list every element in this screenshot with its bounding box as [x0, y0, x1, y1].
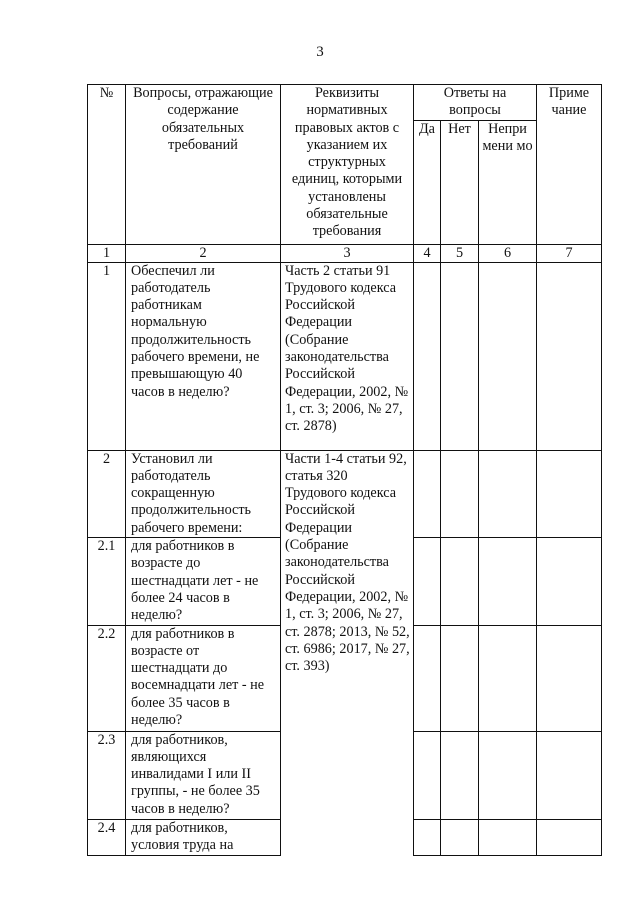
- table-row: [88, 450, 602, 537]
- answer-na-cell[interactable]: [479, 262, 537, 450]
- answer-no-cell[interactable]: [441, 450, 479, 537]
- row-number: 2: [88, 450, 126, 537]
- question-cell: для работников, условия труда на: [126, 819, 281, 855]
- column-number-row: [88, 244, 602, 262]
- question-cell: Обеспечил ли работодатель работникам нормальную продолжительность рабочего времени, не превышающую 40 часов в неделю?: [126, 262, 281, 450]
- answer-yes-cell[interactable]: [414, 262, 441, 450]
- header-requisites: Реквизиты нормативных правовых актов с указанием их структурных единиц, которыми установлены обязательные требования: [281, 85, 414, 245]
- page-number: 3: [316, 44, 324, 60]
- requisites-cell: Часть 2 статьи 91 Трудового кодекса Российской Федерации (Собрание законодательства Российской Федерации, 2002, № 1, ст. 3; 2006, № 27, ст. 2878): [281, 262, 414, 450]
- column-number: 1: [88, 244, 126, 262]
- column-number: 3: [281, 244, 414, 262]
- answer-no-cell[interactable]: [441, 538, 479, 625]
- answer-yes-cell[interactable]: [414, 450, 441, 537]
- answer-yes-cell[interactable]: [414, 625, 441, 731]
- row-number: 2.2: [88, 625, 126, 731]
- answer-no-cell[interactable]: [441, 625, 479, 731]
- answer-no-cell[interactable]: [441, 731, 479, 819]
- note-cell[interactable]: [537, 538, 602, 625]
- requirements-table: [87, 84, 602, 856]
- table-row: [88, 262, 602, 450]
- header-note: Приме чание: [537, 85, 602, 245]
- question-cell: для работников в возрасте от шестнадцати до восемнадцати лет - не более 35 часов в неделю?: [126, 625, 281, 731]
- header-answers: Ответы на вопросы: [414, 85, 537, 121]
- row-number: 2.1: [88, 538, 126, 625]
- header-no: Нет: [441, 120, 479, 244]
- answer-no-cell[interactable]: [441, 262, 479, 450]
- row-number: 1: [88, 262, 126, 450]
- answer-yes-cell[interactable]: [414, 731, 441, 819]
- answer-na-cell[interactable]: [479, 538, 537, 625]
- column-number: 5: [441, 244, 479, 262]
- question-cell: Установил ли работодатель сокращенную продолжительность рабочего времени:: [126, 450, 281, 537]
- header-yes: Да: [414, 120, 441, 244]
- question-cell: для работников в возрасте до шестнадцати лет - не более 24 часов в неделю?: [126, 538, 281, 625]
- note-cell[interactable]: [537, 731, 602, 819]
- header-number: №: [88, 85, 126, 245]
- note-cell[interactable]: [537, 819, 602, 855]
- answer-na-cell[interactable]: [479, 625, 537, 731]
- answer-na-cell[interactable]: [479, 731, 537, 819]
- header-not-applicable: Непри мени мо: [479, 120, 537, 244]
- answer-yes-cell[interactable]: [414, 538, 441, 625]
- answer-no-cell[interactable]: [441, 819, 479, 855]
- header-row: [88, 85, 602, 121]
- row-number: 2.4: [88, 819, 126, 855]
- row-number: 2.3: [88, 731, 126, 819]
- answer-yes-cell[interactable]: [414, 819, 441, 855]
- column-number: 6: [479, 244, 537, 262]
- column-number: 4: [414, 244, 441, 262]
- header-questions: Вопросы, отражающие содержание обязательных требований: [126, 85, 281, 245]
- requisites-cell: Части 1-4 статьи 92, статья 320 Трудового кодекса Российской Федерации (Собрание законодательства Российской Федерации, 2002, № 1, ст. 3; 2006, № 27, ст. 2878; 2013, № 52, ст. 6986; 2017, № 27, ст. 393): [281, 450, 414, 855]
- column-number: 2: [126, 244, 281, 262]
- note-cell[interactable]: [537, 450, 602, 537]
- question-cell: для работников, являющихся инвалидами I или II группы, - не более 35 часов в неделю?: [126, 731, 281, 819]
- note-cell[interactable]: [537, 625, 602, 731]
- answer-na-cell[interactable]: [479, 450, 537, 537]
- column-number: 7: [537, 244, 602, 262]
- answer-na-cell[interactable]: [479, 819, 537, 855]
- note-cell[interactable]: [537, 262, 602, 450]
